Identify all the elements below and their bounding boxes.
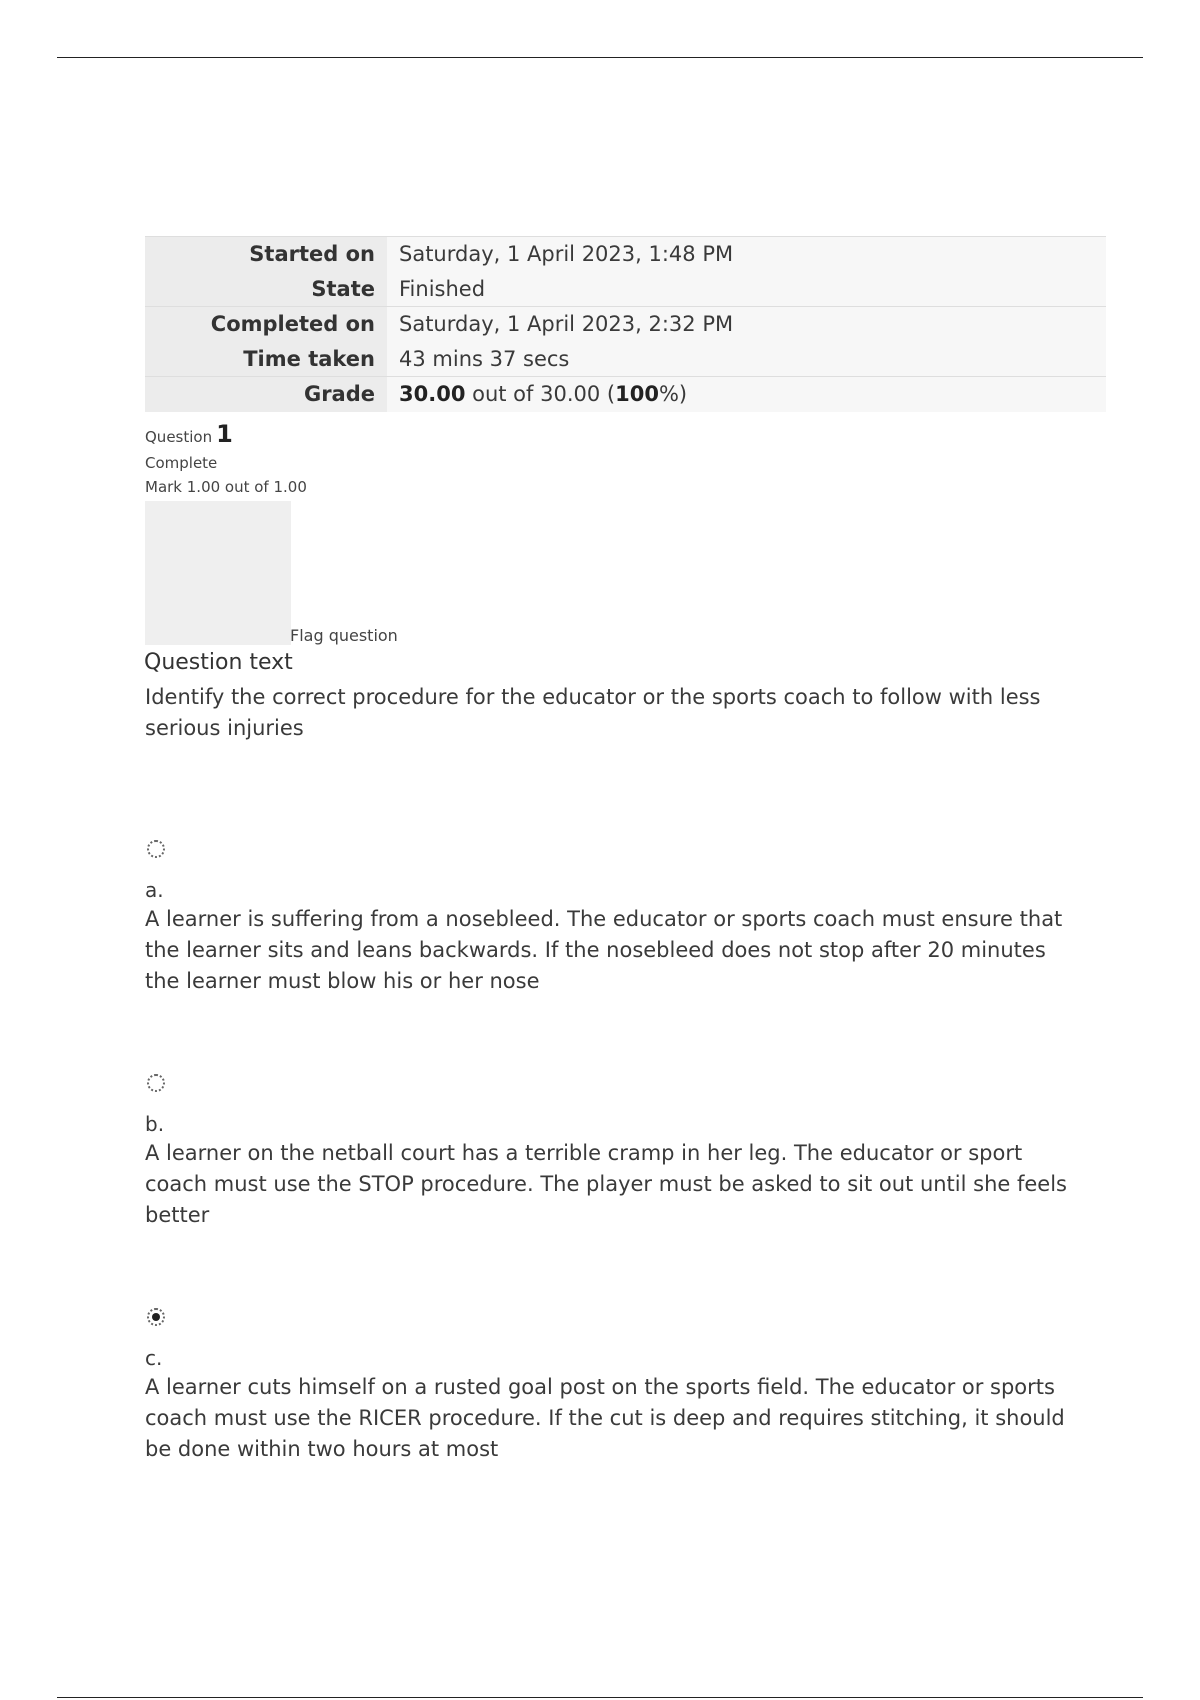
- option-letter: b.: [145, 1112, 165, 1136]
- flag-question-link[interactable]: Flag question: [290, 626, 398, 645]
- summary-label: Time taken: [145, 342, 387, 377]
- summary-value: Finished: [387, 272, 1106, 307]
- answer-option-c[interactable]: [145, 1308, 1075, 1465]
- grade-value: [387, 377, 1106, 412]
- grade-out-of: out of 30.00 (: [465, 382, 616, 407]
- page-top-rule: [57, 57, 1143, 58]
- summary-label: Completed on: [145, 307, 387, 342]
- option-text: A learner cuts himself on a rusted goal post on the sports field. The educator or sports coach must use the RICER procedure. If the cut is deep and requires stitching, it should be done within two hours at most: [145, 1375, 1065, 1461]
- summary-value: 43 mins 37 secs: [387, 342, 1106, 377]
- question-info: [145, 420, 307, 499]
- question-text: Identify the correct procedure for the educator or the sports coach to follow with less serious injuries: [145, 685, 1041, 740]
- summary-row-completed: [145, 307, 1106, 342]
- summary-row-grade: [145, 377, 1106, 412]
- grade-score: 30.00: [399, 382, 466, 407]
- question-state: Complete: [145, 454, 218, 472]
- option-letter: a.: [145, 878, 164, 902]
- answer-option-b[interactable]: [145, 1074, 1075, 1231]
- attempt-summary-table: [145, 236, 1106, 412]
- question-label: Question: [145, 428, 213, 446]
- option-text: A learner on the netball court has a terrible cramp in her leg. The educator or sport coach must use the STOP procedure. The player must be asked to sit out until she feels better: [145, 1141, 1067, 1227]
- question-number: 1: [216, 420, 233, 448]
- grade-suffix: %): [658, 382, 688, 407]
- summary-value: Saturday, 1 April 2023, 1:48 PM: [387, 237, 1106, 272]
- radio-button-selected-icon[interactable]: [147, 1308, 165, 1326]
- radio-button-icon[interactable]: [147, 840, 165, 858]
- summary-value: Saturday, 1 April 2023, 2:32 PM: [387, 307, 1106, 342]
- grade-percent: 100: [615, 382, 659, 407]
- question-number-line: [145, 420, 307, 451]
- summary-label: Started on: [145, 237, 387, 272]
- summary-row-started: [145, 237, 1106, 272]
- question-mark: Mark 1.00 out of 1.00: [145, 478, 307, 496]
- summary-label: Grade: [145, 377, 387, 412]
- answer-option-a[interactable]: [145, 840, 1075, 997]
- option-letter: c.: [145, 1346, 163, 1370]
- question-text-heading: Question text: [144, 650, 293, 675]
- page-bottom-rule: [57, 1697, 1143, 1698]
- option-text: A learner is suffering from a nosebleed. The educator or sports coach must ensure that the learner sits and leans backwards. If the nosebleed does not stop after 20 minutes the learner must blow his or her nose: [145, 907, 1063, 993]
- summary-row-time-taken: [145, 342, 1106, 377]
- radio-button-icon[interactable]: [147, 1074, 165, 1092]
- flag-question-icon[interactable]: [145, 501, 291, 645]
- summary-row-state: [145, 272, 1106, 307]
- summary-label: State: [145, 272, 387, 307]
